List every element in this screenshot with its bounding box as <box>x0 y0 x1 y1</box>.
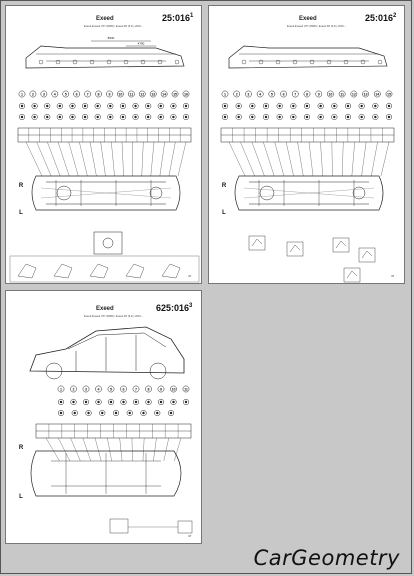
detail-box <box>110 519 128 533</box>
mount-point <box>39 60 43 64</box>
callout-number: 8 <box>306 92 308 97</box>
fastener-symbol <box>46 116 48 118</box>
fastener-symbol <box>388 116 390 118</box>
drawing-sheet-2 <box>208 5 405 284</box>
callout-number: 6 <box>75 92 78 97</box>
fastener-symbol <box>160 105 162 107</box>
leader-line <box>263 142 274 176</box>
fastener-symbol <box>134 116 136 118</box>
leader-line <box>107 438 111 461</box>
leader-line <box>101 142 106 176</box>
leader-line <box>58 438 70 461</box>
mount-point <box>293 60 297 64</box>
fastener-symbol <box>278 116 280 118</box>
plan-section-line <box>66 453 146 494</box>
callout-number: 4 <box>259 92 262 97</box>
drawing-sheet-1 <box>5 5 202 284</box>
detail-box <box>333 238 349 252</box>
callout-number: 1 <box>21 92 23 97</box>
leader-line <box>83 438 91 461</box>
fastener-symbol <box>172 116 174 118</box>
fastener-symbol <box>185 105 187 107</box>
crossmember <box>259 180 354 206</box>
leader-line <box>286 142 293 176</box>
fastener-symbol <box>59 116 61 118</box>
detail-box <box>359 248 375 262</box>
detail-box <box>178 521 192 533</box>
detail-sketch <box>162 264 180 278</box>
fastener-symbol <box>135 401 137 403</box>
detail-sketch <box>336 241 346 248</box>
callout-number: 5 <box>270 92 273 97</box>
fastener-symbol <box>110 401 112 403</box>
side-label-left: L <box>19 494 23 500</box>
callout-number: 14 <box>375 92 380 97</box>
callout-number: 3 <box>85 387 87 392</box>
fastener-symbol <box>185 116 187 118</box>
body-side-diagram <box>6 291 202 544</box>
crossmember <box>56 180 151 206</box>
fastener-symbol <box>306 116 308 118</box>
callout-number: 7 <box>86 92 89 97</box>
leader-line <box>371 142 377 176</box>
callout-number: 16 <box>184 92 188 97</box>
callout-number: 3 <box>247 92 250 97</box>
fastener-symbol <box>46 105 48 107</box>
fastener-symbol <box>224 116 226 118</box>
callout-number: 6 <box>122 387 125 392</box>
fastener-symbol <box>265 105 267 107</box>
chassis-side-outline <box>26 46 184 68</box>
wheel-arch <box>150 363 166 379</box>
fastener-symbol <box>97 401 99 403</box>
leader-line <box>95 438 101 461</box>
mount-point <box>344 60 348 64</box>
detail-sketch <box>290 245 300 252</box>
page-number: 47 <box>391 274 395 278</box>
sheet-subtitle: Exeed Exseed VX7 (RWD) / Exeed RX (5 dr.) 2019 – <box>84 25 143 28</box>
fastener-symbol <box>319 105 321 107</box>
fastener-symbol <box>360 116 362 118</box>
callout-number: 10 <box>328 92 333 97</box>
fastener-symbol <box>172 105 174 107</box>
mount-point <box>259 60 263 64</box>
mount-point <box>361 60 365 64</box>
fastener-symbol <box>160 401 162 403</box>
mount-point <box>90 60 94 64</box>
sheet-code: $625:016^3$ <box>156 303 193 313</box>
fastener-symbol <box>265 116 267 118</box>
fastener-symbol <box>87 412 89 414</box>
mount-point <box>276 60 280 64</box>
callout-number: 7 <box>135 387 137 392</box>
leader-line <box>342 142 343 176</box>
leader-line <box>160 142 165 176</box>
sheet-subtitle: Exeed Exseed VX7 (RWD) / Exeed RX (5 dr.) 2019 – <box>287 25 346 28</box>
chassis-rail <box>239 54 379 61</box>
callout-number: 8 <box>97 92 100 97</box>
fastener-symbol <box>306 105 308 107</box>
dimension-value: 8530 <box>107 36 115 40</box>
detail-box <box>287 242 303 256</box>
fastener-symbol <box>147 116 149 118</box>
detail-sketch <box>54 264 72 278</box>
side-label-left: L <box>222 210 226 216</box>
fastener-symbol <box>85 401 87 403</box>
leader-line <box>132 438 133 461</box>
underbody-diagram-1 <box>6 6 202 284</box>
mount-point <box>175 60 179 64</box>
callout-number: 11 <box>184 387 188 392</box>
fastener-symbol <box>360 105 362 107</box>
cargeometry-logo: CarGeometry <box>253 546 400 570</box>
leader-line <box>309 142 313 176</box>
detail-sketch <box>90 264 108 278</box>
fastener-symbol <box>84 105 86 107</box>
fastener-symbol <box>251 116 253 118</box>
pillar-line <box>76 335 136 371</box>
fastener-symbol <box>122 105 124 107</box>
callout-number: 10 <box>118 92 123 97</box>
fastener-symbol <box>129 412 131 414</box>
fastener-symbol <box>84 116 86 118</box>
mount-point <box>327 60 331 64</box>
fastener-symbol <box>319 116 321 118</box>
fastener-symbol <box>101 412 103 414</box>
leader-line <box>46 438 60 461</box>
leader-line <box>178 142 186 176</box>
fastener-symbol <box>96 116 98 118</box>
leader-line <box>151 142 154 176</box>
fastener-symbol <box>292 116 294 118</box>
mount-point <box>141 60 145 64</box>
callout-number: 13 <box>151 92 156 97</box>
dimension-value: 4790 <box>137 41 145 46</box>
mount-point <box>124 60 128 64</box>
leader-line <box>69 142 79 176</box>
mount-point <box>242 60 246 64</box>
diagonal-line <box>41 188 171 198</box>
chassis-side-outline <box>229 46 387 68</box>
mount-point <box>56 60 60 64</box>
mount-point <box>107 60 111 64</box>
leader-line <box>79 142 87 176</box>
detail-sketch <box>347 271 357 278</box>
side-label-right: R <box>18 183 24 189</box>
fastener-symbol <box>224 105 226 107</box>
callout-number: 10 <box>171 387 176 392</box>
brand-label: Exeed <box>299 16 317 22</box>
detail-sketch <box>126 264 144 278</box>
mount-point <box>310 60 314 64</box>
fastener-symbol <box>170 412 172 414</box>
detail-sketch <box>18 264 36 278</box>
fastener-symbol <box>374 116 376 118</box>
callout-number: 1 <box>224 92 226 97</box>
callout-number: 4 <box>97 387 100 392</box>
callout-number: 15 <box>387 92 391 97</box>
fastener-symbol <box>237 105 239 107</box>
callout-number: 2 <box>72 387 75 392</box>
leader-line <box>153 438 156 461</box>
callout-number: 12 <box>140 92 145 97</box>
suspension-mount <box>57 186 71 200</box>
leader-line <box>58 142 69 176</box>
body-side-outline <box>30 327 184 373</box>
side-label-right: R <box>221 183 227 189</box>
page-number: 47 <box>188 274 192 278</box>
callout-number: 12 <box>351 92 356 97</box>
brand-label: Exeed <box>96 16 114 22</box>
callout-number: 5 <box>64 92 67 97</box>
leader-line <box>71 438 81 461</box>
leader-line <box>37 142 51 176</box>
leader-line <box>122 142 124 176</box>
fastener-symbol <box>333 105 335 107</box>
fastener-symbol <box>156 412 158 414</box>
fastener-symbol <box>147 401 149 403</box>
callout-number: 5 <box>110 387 112 392</box>
detail-box <box>344 268 360 282</box>
leader-line <box>90 142 96 176</box>
fastener-symbol <box>251 105 253 107</box>
leader-line <box>381 142 389 176</box>
fastener-symbol <box>333 116 335 118</box>
callout-number: 6 <box>282 92 285 97</box>
callout-number: 7 <box>294 92 297 97</box>
callout-number: 3 <box>42 92 45 97</box>
callout-number: 11 <box>340 92 345 97</box>
fastener-symbol <box>71 105 73 107</box>
fastener-symbol <box>147 105 149 107</box>
callout-number: 14 <box>162 92 167 97</box>
callout-number: 13 <box>363 92 368 97</box>
leader-line <box>332 142 333 176</box>
suspension-mount <box>260 186 274 200</box>
fastener-symbol <box>292 105 294 107</box>
page-number: 47 <box>188 534 192 538</box>
detail-part <box>103 238 113 248</box>
fastener-symbol <box>109 116 111 118</box>
leader-line <box>275 142 284 176</box>
fastener-symbol <box>142 412 144 414</box>
side-label-right: R <box>18 445 24 451</box>
sheet-subtitle: Exeed Exseed VX7 (RWD) / Exeed RX (5 dr.) 2019 – <box>84 315 143 318</box>
callout-number: 15 <box>173 92 178 97</box>
detail-sketch <box>362 251 372 258</box>
diagonal-line <box>244 188 374 198</box>
fastener-symbol <box>134 105 136 107</box>
leader-line <box>120 438 122 461</box>
fastener-symbol <box>33 105 35 107</box>
leader-line <box>362 142 367 176</box>
fastener-symbol <box>60 401 62 403</box>
callout-number: 9 <box>317 92 320 97</box>
fastener-symbol <box>374 105 376 107</box>
callout-number: 9 <box>160 387 162 392</box>
callout-number: 8 <box>147 387 150 392</box>
fastener-symbol <box>172 401 174 403</box>
sheet-code: $25:016^2$ <box>365 13 397 23</box>
mount-point <box>378 60 382 64</box>
leader-line <box>252 142 265 176</box>
fastener-symbol <box>96 105 98 107</box>
fastener-symbol <box>160 116 162 118</box>
callout-number: 9 <box>108 92 111 97</box>
underbody-diagram-2 <box>209 6 405 284</box>
callout-number: 1 <box>60 387 62 392</box>
fastener-symbol <box>185 401 187 403</box>
leader-line <box>111 142 114 176</box>
callout-number: 4 <box>53 92 56 97</box>
leader-line <box>142 142 144 176</box>
chassis-rail <box>36 54 176 61</box>
fastener-symbol <box>278 105 280 107</box>
fastener-symbol <box>59 105 61 107</box>
callout-number: 11 <box>129 92 134 97</box>
leader-line <box>143 438 144 461</box>
fastener-symbol <box>388 105 390 107</box>
fastener-symbol <box>122 401 124 403</box>
leader-line <box>352 142 355 176</box>
fastener-symbol <box>122 116 124 118</box>
fastener-symbol <box>74 412 76 414</box>
brand-label: Exeed <box>96 306 114 312</box>
fastener-symbol <box>60 412 62 414</box>
leader-line <box>298 142 304 176</box>
leader-line <box>169 142 175 176</box>
drawing-sheet-3 <box>5 290 202 544</box>
fastener-symbol <box>21 116 23 118</box>
leader-line <box>320 142 322 176</box>
sheet-code: $25:016^1$ <box>162 13 194 23</box>
detail-sketch <box>252 239 262 246</box>
fastener-symbol <box>21 105 23 107</box>
detail-box <box>249 236 265 250</box>
fastener-symbol <box>109 105 111 107</box>
callout-number: 2 <box>31 92 34 97</box>
fastener-symbol <box>72 401 74 403</box>
fastener-symbol <box>33 116 35 118</box>
mount-point <box>158 60 162 64</box>
detail-box <box>94 232 122 254</box>
leader-line <box>164 438 169 461</box>
fastener-symbol <box>115 412 117 414</box>
leader-line <box>47 142 60 176</box>
roof-line <box>68 333 166 349</box>
callout-number: 2 <box>235 92 238 97</box>
fastener-symbol <box>237 116 239 118</box>
fastener-symbol <box>71 116 73 118</box>
leader-line <box>26 142 42 176</box>
side-label-left: L <box>19 210 23 216</box>
fastener-symbol <box>347 116 349 118</box>
detail-strip <box>10 256 199 282</box>
mount-point <box>73 60 77 64</box>
fastener-symbol <box>347 105 349 107</box>
